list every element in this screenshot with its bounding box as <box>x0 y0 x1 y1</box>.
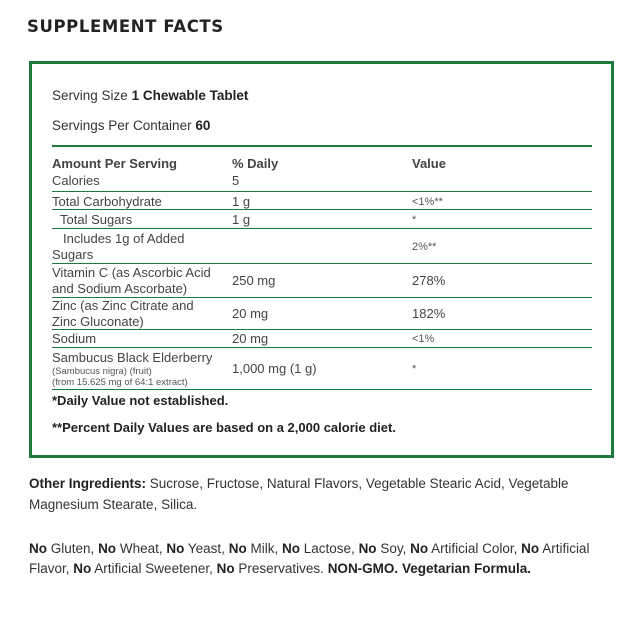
other-ingredients-label: Other Ingredients: <box>29 476 147 491</box>
servings-per-container-label: Servings Per Container <box>52 118 192 133</box>
non-gmo-label: NON-GMO. <box>327 561 399 576</box>
free-from-item: Artificial Flavor, <box>29 541 590 576</box>
table-row <box>52 330 592 348</box>
percent-daily-note: **Percent Daily Values are based on a 2,000 calorie diet. <box>52 420 396 435</box>
nutrient-amount: 1 g <box>232 212 251 227</box>
free-from-item: Milk, <box>250 541 279 556</box>
nutrient-amount: 20 mg <box>232 331 269 346</box>
header-value: Value <box>412 156 446 171</box>
nutrient-value: 278% <box>412 273 446 288</box>
no-word: No <box>410 541 429 556</box>
nutrient-name: Total Sugars <box>60 212 133 227</box>
servings-per-container <box>52 118 210 133</box>
nutrient-name-line1: Includes 1g of Added <box>63 231 185 246</box>
nutrient-value: <1%** <box>412 196 443 208</box>
nutrient-name-line2: Zinc Gluconate) <box>52 314 144 329</box>
daily-value-note: *Daily Value not established. <box>52 393 229 408</box>
other-ingredients <box>29 473 614 515</box>
nutrient-value: * <box>412 363 417 375</box>
no-word: No <box>281 541 300 556</box>
no-word: No <box>216 561 235 576</box>
nutrient-name <box>52 350 252 388</box>
nutrient-amount: 250 mg <box>232 273 276 288</box>
nutrient-name <box>52 298 232 330</box>
free-from-item: Artificial Color, <box>431 541 518 556</box>
nutrient-name-line1: Vitamin C (as Ascorbic Acid <box>52 265 211 280</box>
no-word: No <box>166 541 185 556</box>
nutrient-value: * <box>412 214 417 226</box>
header-amount-per-serving: Amount Per Serving <box>52 156 177 171</box>
nutrient-name: Total Carbohydrate <box>52 194 162 209</box>
nutrient-name-line1: Zinc (as Zinc Citrate and <box>52 298 194 313</box>
nutrient-name-line2: and Sodium Ascorbate) <box>52 281 188 296</box>
free-from-statement <box>29 539 614 579</box>
nutrient-name <box>52 265 232 297</box>
nutrient-amount: 1,000 mg (1 g) <box>232 361 317 376</box>
no-word: No <box>98 541 117 556</box>
table-row <box>52 192 592 210</box>
servings-per-container-value: 60 <box>195 118 211 133</box>
free-from-item: Gluten, <box>50 541 95 556</box>
nutrient-name: Sodium <box>52 331 97 346</box>
table-header-row <box>52 156 592 192</box>
free-from-item: Lactose, <box>303 541 355 556</box>
nutrient-subtext: (from 15.625 mg of 64:1 extract) <box>52 377 188 388</box>
nutrient-name-line2: Sugars <box>52 247 94 262</box>
header-percent-daily: % Daily <box>232 156 279 171</box>
supplement-facts-panel <box>29 61 614 458</box>
page-title: SUPPLEMENT FACTS <box>27 17 224 36</box>
nutrient-value: 2%** <box>412 241 437 253</box>
no-word: No <box>73 561 92 576</box>
other-ingredients-text: Sucrose, Fructose, Natural Flavors, Vegetable Stearic Acid, Vegetable Magnesium Stearate, Silica. <box>29 476 569 512</box>
no-word: No <box>358 541 377 556</box>
serving-size-value: 1 Chewable Tablet <box>131 88 249 103</box>
table-row <box>52 298 592 330</box>
no-word: No <box>521 541 540 556</box>
free-from-item: Preservatives. <box>238 561 324 576</box>
serving-size-label: Serving Size <box>52 88 128 103</box>
table-row <box>52 229 592 264</box>
table-row <box>52 210 592 229</box>
no-word: No <box>29 541 47 556</box>
nutrient-value: <1% <box>412 333 435 345</box>
nutrient-amount: 20 mg <box>232 306 269 321</box>
vegetarian-label: Vegetarian Formula. <box>401 561 531 576</box>
serving-size <box>52 88 248 103</box>
free-from-item: Soy, <box>380 541 407 556</box>
calories-label: Calories <box>52 173 100 188</box>
no-word: No <box>228 541 247 556</box>
nutrient-name-line1: Sambucus Black Elderberry <box>52 350 213 365</box>
free-from-item: Yeast, <box>187 541 225 556</box>
table-row <box>52 264 592 298</box>
calories-amount: 5 <box>232 173 240 188</box>
table-row <box>52 348 592 390</box>
nutrient-value: 182% <box>412 306 446 321</box>
free-from-item: Artificial Sweetener, <box>94 561 213 576</box>
nutrient-name <box>52 231 232 263</box>
table-top-divider <box>52 145 592 147</box>
free-from-item: Wheat, <box>119 541 163 556</box>
nutrient-subtext: (Sambucus nigra) (fruit) <box>52 366 152 377</box>
nutrient-amount: 1 g <box>232 194 251 209</box>
